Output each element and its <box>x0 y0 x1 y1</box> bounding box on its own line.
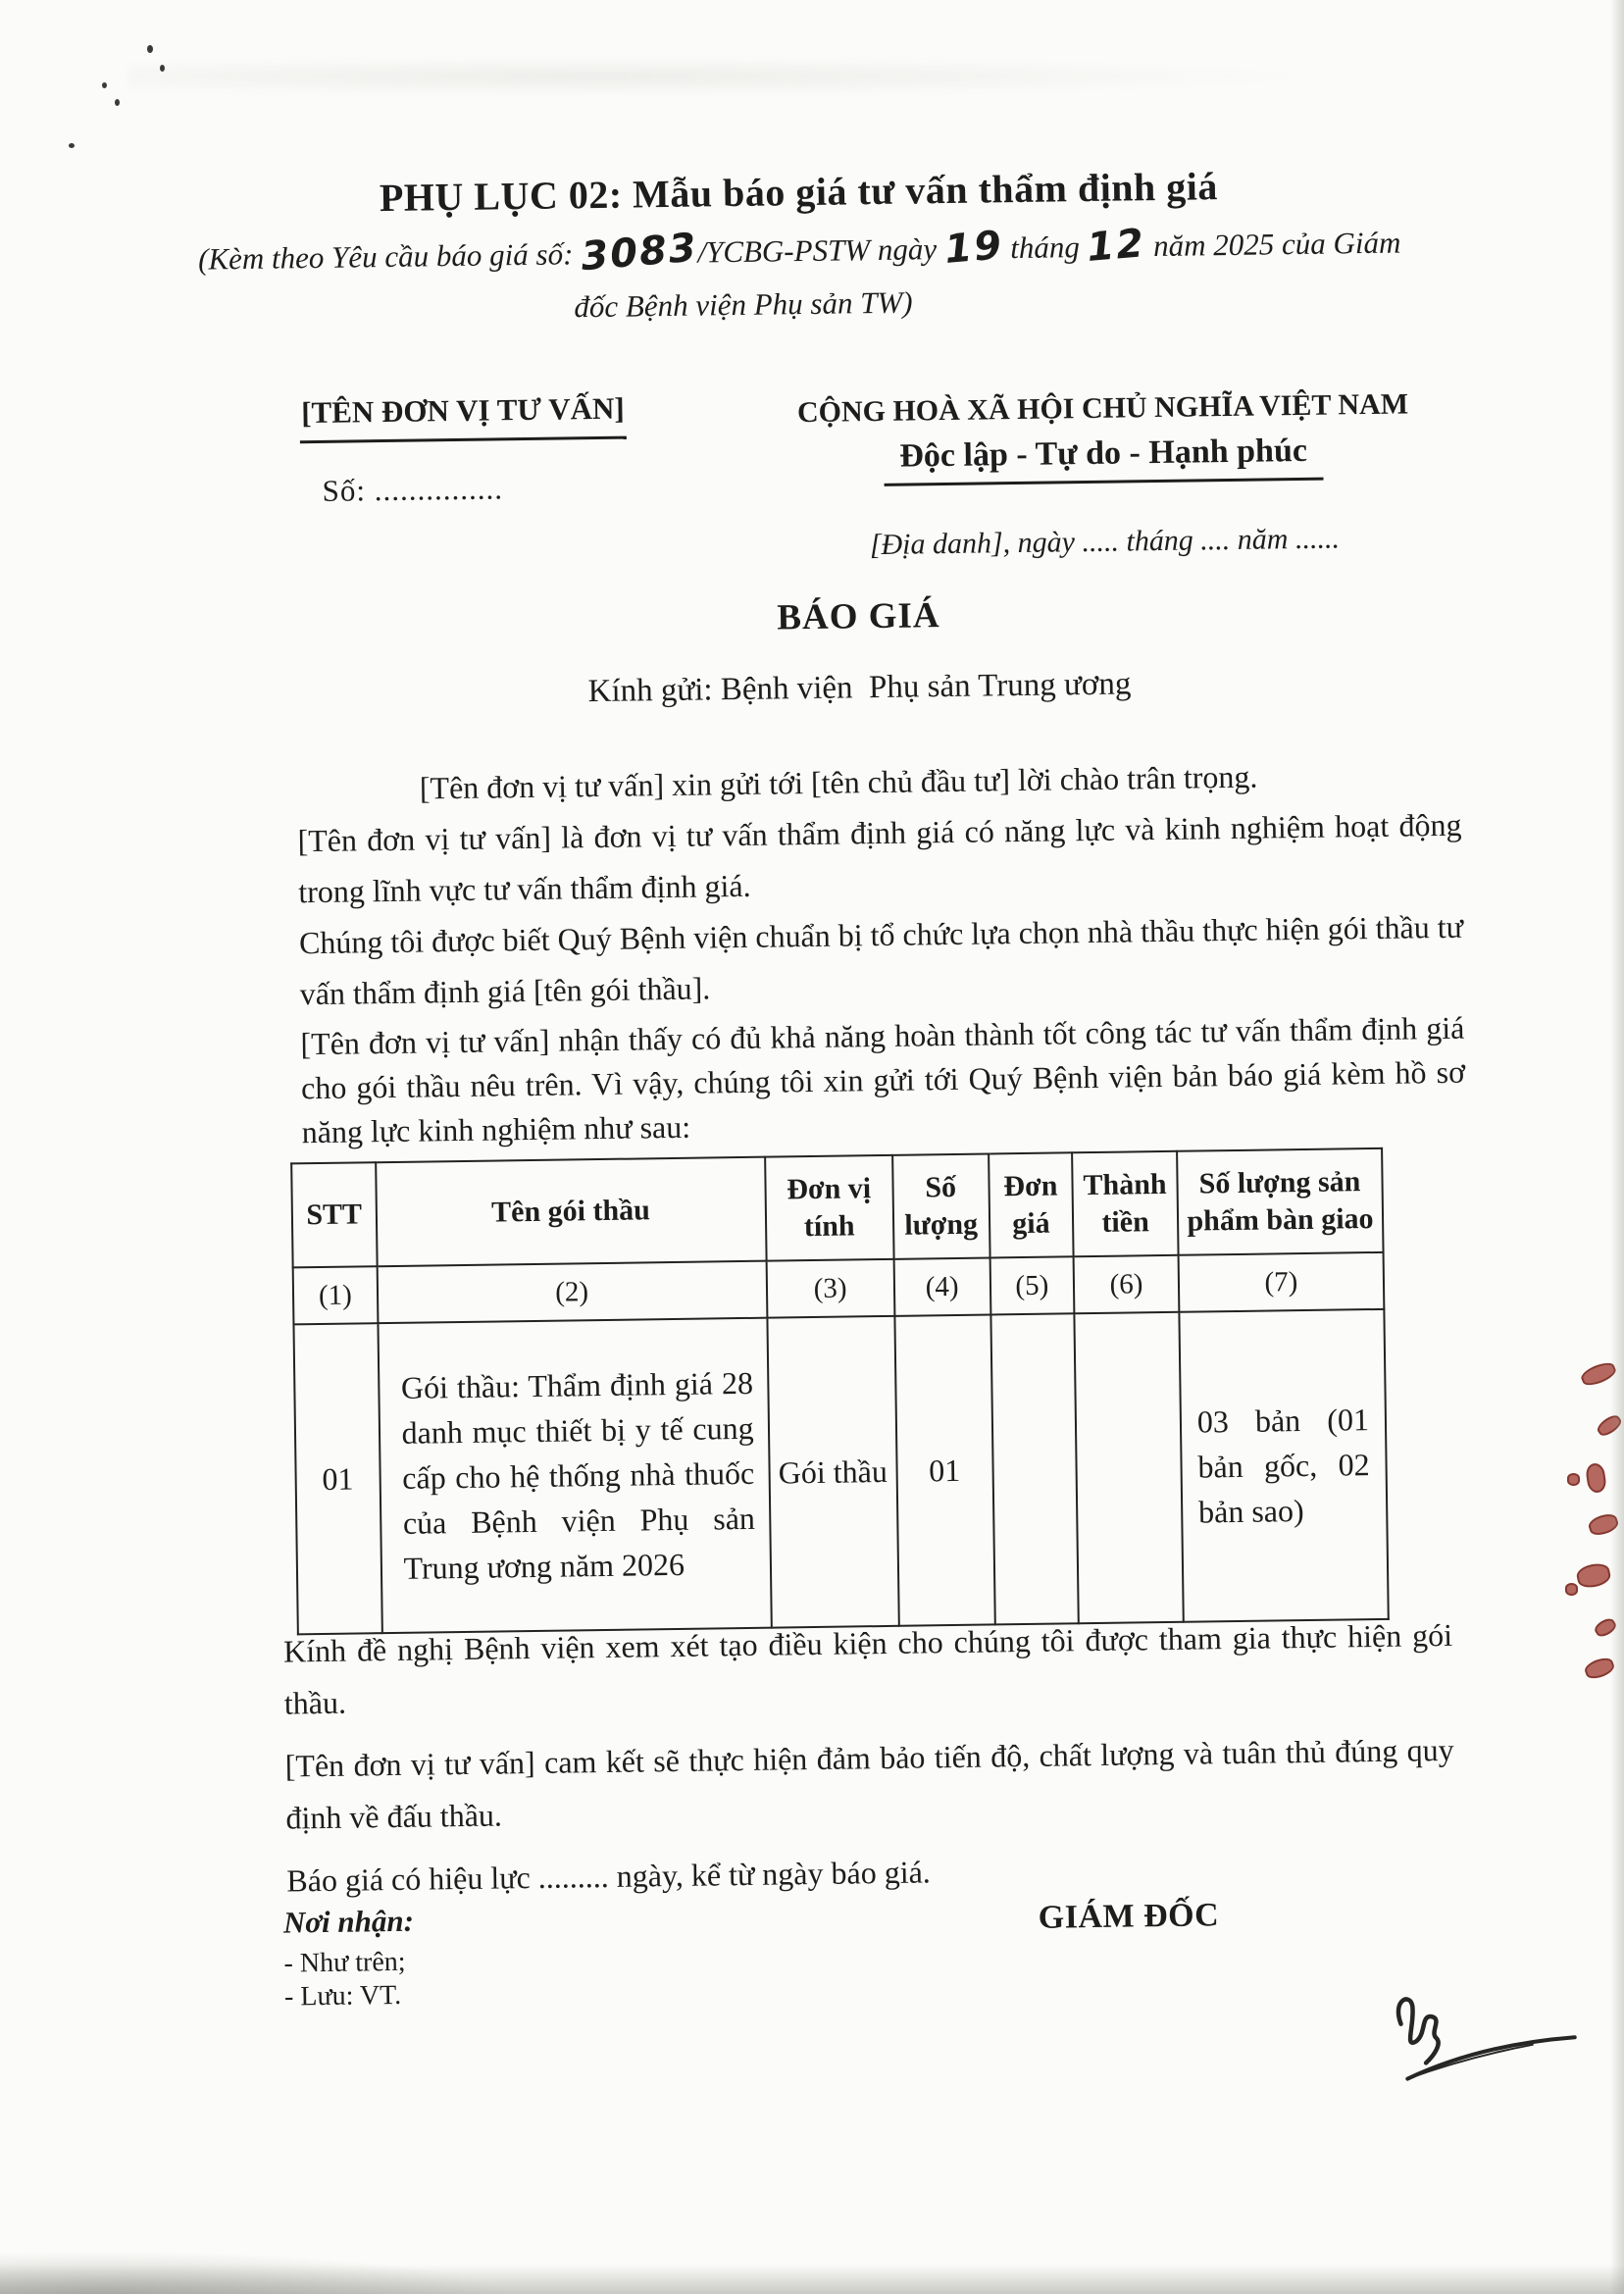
national-motto-line2 <box>750 431 1457 488</box>
index-cell: (5) <box>990 1256 1074 1314</box>
national-motto-line1: CỘNG HOÀ XÃ HỘI CHỦ NGHĨA VIỆT NAM <box>796 387 1409 430</box>
recipients-label: Nơi nhận: <box>282 1903 415 1940</box>
closing-paragraphs <box>283 1609 1456 1918</box>
index-cell: (2) <box>377 1261 767 1324</box>
page-edge-shadow <box>1610 0 1624 2294</box>
cell-package-name: Gói thầu: Thẩm định giá 28 danh mục thiết bị y tế cung cấp cho hệ thống nhà thuốc của Bệnh viện Phụ sản Trung ương năm 2026 <box>378 1318 771 1634</box>
red-edge-mark <box>1567 1473 1580 1486</box>
index-cell: (3) <box>766 1259 894 1318</box>
recipient-line: Kính gửi: Bệnh viện Phụ sản Trung ương <box>587 666 1132 710</box>
col-header-quantity: Số lượng <box>892 1153 990 1258</box>
quotation-table <box>290 1147 1390 1636</box>
index-cell: (6) <box>1074 1255 1180 1313</box>
document-title: BÁO GIÁ <box>776 595 940 638</box>
cell-total <box>1075 1312 1184 1623</box>
handwritten-day: 19 <box>942 223 1005 274</box>
table-row <box>293 1309 1388 1634</box>
paragraph: Chúng tôi được biết Quý Bệnh viện chuẩn bị tổ chức lựa chọn nhà thầu thực hiện gói thầu tư vấn thẩm định giá [tên gói thầu]. <box>298 908 1464 1012</box>
place-date-line: [Địa danh], ngày ..... tháng .... năm ...... <box>869 522 1341 562</box>
col-header-package: Tên gói thầu <box>376 1157 766 1267</box>
index-cell: (7) <box>1178 1252 1384 1312</box>
org-name-text: [TÊN ĐƠN VỊ TƯ VẤN] <box>299 391 627 444</box>
closing-paragraph: Kính đề nghị Bệnh viện xem xét tạo điều kiện cho chúng tôi được tham gia thực hiện gói thầu. <box>282 1616 1453 1721</box>
index-cell: (4) <box>893 1257 990 1315</box>
closing-paragraph: Báo giá có hiệu lực ......... ngày, kể từ ngày báo giá. <box>286 1854 932 1899</box>
page-bottom-corner-shadow <box>0 2251 510 2294</box>
col-header-unit-price: Đơn giá <box>989 1152 1074 1257</box>
paragraph: [Tên đơn vị tư vấn] là đơn vị tư vấn thẩm định giá có năng lực và kinh nghiệm hoạt động trong lĩnh vực tư vấn thẩm định giá. <box>297 806 1462 910</box>
subtitle-text: năm 2025 của Giám <box>1145 225 1401 264</box>
col-header-unit: Đơn vị tính <box>765 1155 894 1261</box>
signature <box>1385 1990 1598 2111</box>
signer-title: GIÁM ĐỐC <box>1038 1897 1220 1936</box>
document-number-line: Số: ............... <box>322 471 504 508</box>
col-header-deliverables: Số lượng sản phẩm bàn giao <box>1177 1148 1384 1255</box>
handwritten-month: 12 <box>1085 221 1148 271</box>
recipient-item: - Lưu: VT. <box>283 1979 402 2013</box>
cell-stt: 01 <box>293 1323 381 1634</box>
paragraph: [Tên đơn vị tư vấn] xin gửi tới [tên chủ đầu tư] lời chào trân trọng. <box>419 758 1258 806</box>
subtitle-text: tháng <box>1002 229 1088 266</box>
index-cell: (1) <box>293 1266 378 1324</box>
handwritten-quote-number: 3083 <box>579 225 700 280</box>
appendix-subtitle-line1 <box>105 221 1494 280</box>
paragraph: [Tên đơn vị tư vấn] nhận thấy có đủ khả năng hoàn thành tốt công tác tư vấn thẩm định giá cho gói thầu nêu trên. Vì vậy, chúng tôi xin gửi tới Quý Bệnh viện bản báo giá kèm hồ sơ năng lực kinh nghiệm như sau: <box>300 1009 1466 1150</box>
red-edge-mark <box>1565 1583 1578 1596</box>
appendix-subtitle-line2: đốc Bệnh viện Phụ sản TW) <box>574 284 913 325</box>
closing-paragraph: [Tên đơn vị tư vấn] cam kết sẽ thực hiện đảm bảo tiến độ, chất lượng và tuân thủ đúng quy định về đấu thầu. <box>284 1731 1454 1836</box>
cell-deliverables: 03 bản (01 bản gốc, 02 bản sao) <box>1179 1309 1389 1622</box>
cell-unit-price <box>990 1313 1079 1624</box>
org-name <box>279 390 647 443</box>
recipients-block <box>283 1905 415 2014</box>
cell-unit: Gói thầu <box>767 1316 898 1628</box>
col-header-total: Thành tiền <box>1072 1151 1178 1256</box>
subtitle-text: /YCBG-PSTW ngày <box>697 231 945 270</box>
body-paragraphs <box>296 748 1465 1155</box>
subtitle-text: (Kèm theo Yêu cầu báo giá số: <box>197 236 582 277</box>
table-header-row <box>291 1148 1383 1268</box>
col-header-stt: STT <box>291 1162 377 1267</box>
national-motto-line2-text: Độc lập - Tự do - Hạnh phúc <box>884 433 1323 486</box>
cell-quantity: 01 <box>894 1314 994 1625</box>
appendix-title: PHỤ LỤC 02: Mẫu báo giá tư vấn thẩm định giá <box>379 164 1219 221</box>
recipient-item: - Như trên; <box>283 1946 406 1979</box>
